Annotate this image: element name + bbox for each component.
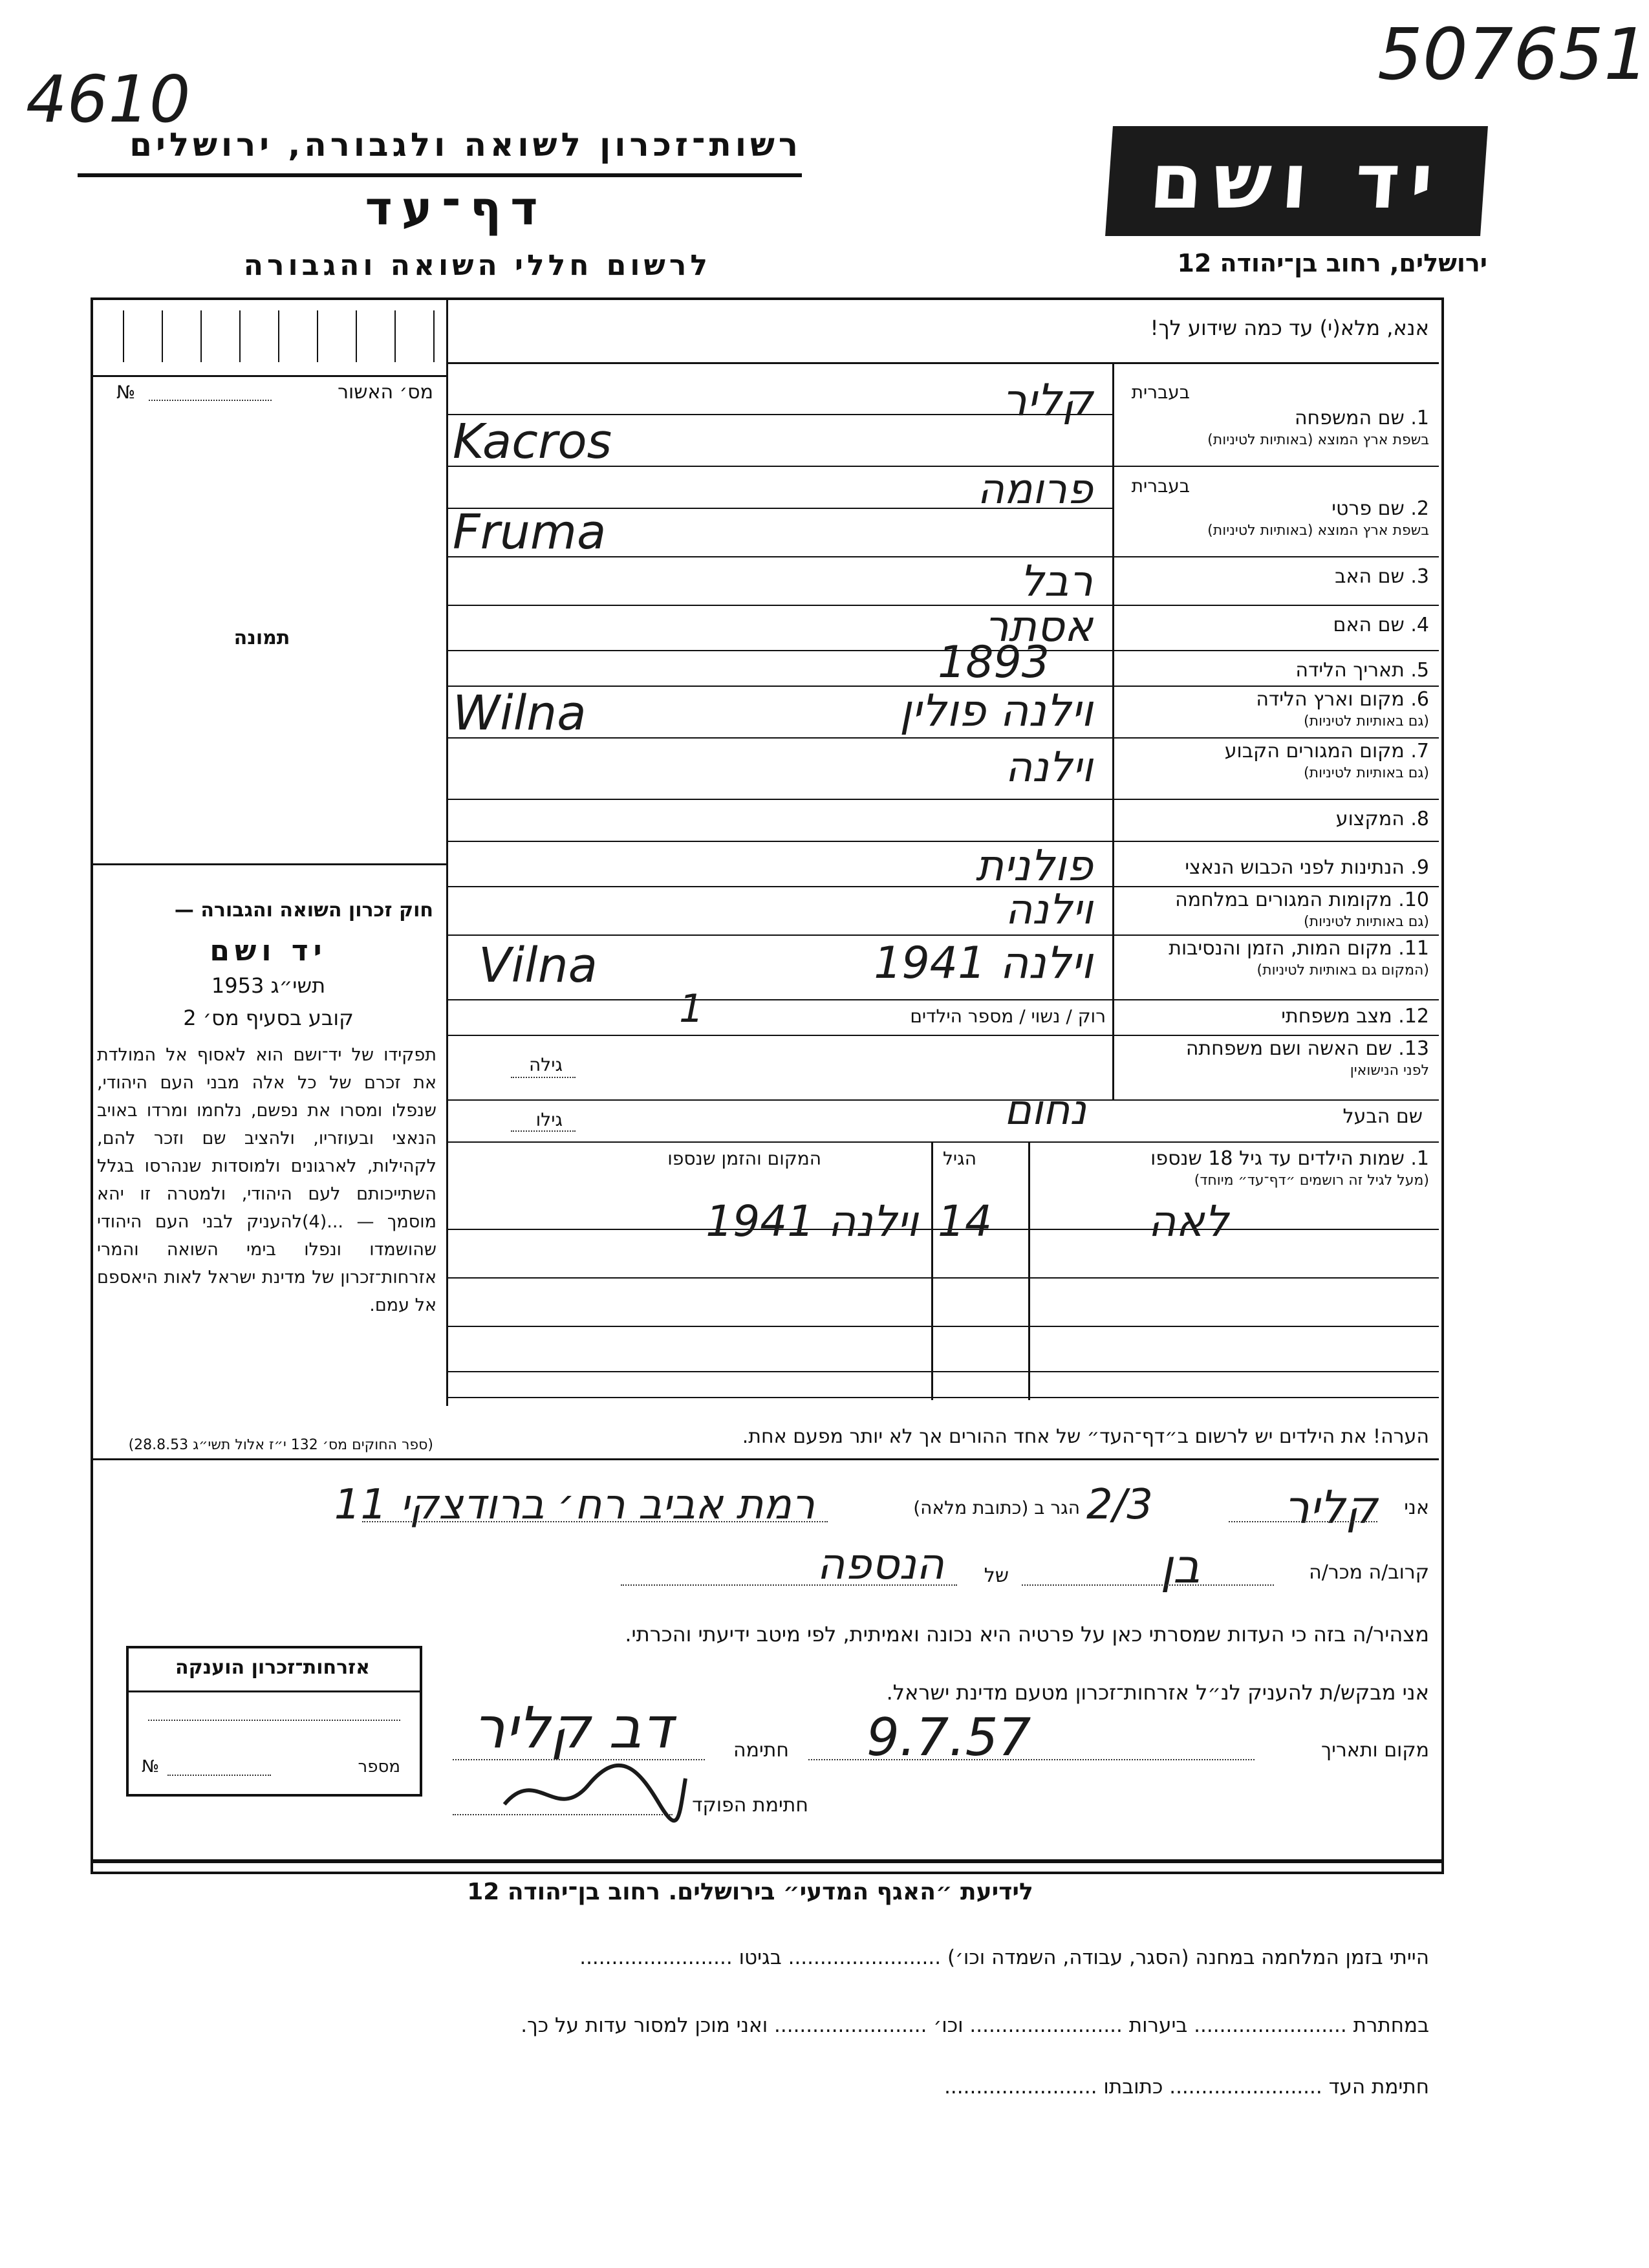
field-10-label — [1119, 889, 1429, 933]
law-title: חוק זכרון השואה והגבורה — — [174, 899, 433, 922]
witness-relative-label: קרוב/ה מכר/ה — [1309, 1561, 1429, 1584]
photo-label: תמונה — [233, 627, 290, 649]
wartime-residence-value[interactable]: וילנה — [1005, 886, 1093, 934]
residence-value[interactable]: וילנה — [1005, 744, 1093, 792]
footer-line-1[interactable]: הייתי בזמן המלחמה במחנה (הסגר, עבודה, השמדה וכו׳) ........................ בגיטו ........................ — [579, 1946, 1429, 1969]
place-date-label: מקום ותאריך — [1321, 1739, 1429, 1762]
first-name-hebrew-value[interactable]: פרומה — [977, 466, 1093, 513]
field-10-num: 10. — [1398, 889, 1429, 911]
nationality-value[interactable]: פולנית — [975, 841, 1093, 891]
birth-place-latin-value[interactable]: Wilna — [453, 686, 587, 741]
children-age-col-divider — [931, 1141, 933, 1400]
place-date-value[interactable]: 9.7.57 — [867, 1707, 1031, 1767]
officer-signature-scribble — [498, 1759, 692, 1830]
field-6-num: 6. — [1410, 688, 1429, 711]
field-11-label — [1119, 938, 1429, 982]
witness-address-value[interactable]: רמת אביב רח׳ ברודצקי 11 — [334, 1481, 815, 1529]
form-subtitle: לרשום חללי השואה והגבורה — [243, 249, 711, 282]
field-11-num: 11. — [1398, 937, 1429, 960]
approval-number-field[interactable] — [149, 400, 272, 401]
field-4-text: שם האם — [1333, 614, 1405, 636]
citizenship-title: אזרחות־זכרון הוענקה — [175, 1656, 371, 1679]
witness-relative-value[interactable]: בן — [1160, 1539, 1200, 1593]
witness-apartment-value[interactable]: 2/3 — [1086, 1481, 1153, 1529]
citizenship-box — [126, 1646, 422, 1797]
field-7-num: 7. — [1410, 740, 1429, 762]
field-5-label — [1119, 660, 1429, 682]
husband-age-label: גילו — [535, 1109, 563, 1130]
wife-age-label: גילה — [528, 1054, 563, 1075]
husband-name-value[interactable]: נחום — [1004, 1086, 1086, 1134]
field-9-label — [1119, 857, 1429, 879]
footer-line-2[interactable]: במחתרת ........................ ביערות ........................ וכו׳ ........................ ואני מוכן למסור עדות על כך. — [521, 2014, 1429, 2037]
instruction-bottom-line — [446, 362, 1439, 364]
witness-of-label: של — [984, 1564, 1009, 1587]
yad-vashem-logo — [1105, 126, 1488, 236]
signature-label: חתימה — [733, 1739, 789, 1762]
child-1-name[interactable]: לאה — [1148, 1196, 1229, 1246]
request-text: אני מבקש/ת להעניק לנ״ל אזרחות־זכרון מטעם מדינת ישראל. — [886, 1680, 1429, 1705]
death-place-value[interactable]: וילנה 1941 — [874, 938, 1093, 989]
children-label-text: 1. שמות הילדים עד גיל 18 שנספו — [1150, 1147, 1429, 1170]
children-label — [1086, 1148, 1429, 1192]
first-name-latin-value[interactable]: Fruma — [453, 504, 607, 560]
child-1-age[interactable]: 14 — [938, 1196, 992, 1246]
mother-name-value[interactable]: אסתר — [984, 601, 1093, 651]
child-1-place-time[interactable]: וילנה 1941 — [706, 1196, 918, 1246]
birth-place-value[interactable]: וילנה פולין — [899, 686, 1093, 737]
surname-latin-value[interactable]: Kacros — [453, 414, 612, 470]
footer-title: לידיעת ״האגף המדעי״ בירושלים. רחוב בן־יהודה 12 — [467, 1879, 1033, 1905]
field-1-sub: בשפת ארץ המוצא (באותיות לטיניות) — [1207, 432, 1429, 448]
field-11-text: מקום המות, הזמן והנסיבות — [1169, 937, 1392, 960]
field-7-label — [1119, 740, 1429, 784]
field-9-num: 9. — [1410, 856, 1429, 879]
approval-no-symbol: № — [116, 382, 136, 403]
husband-label: שם הבעל — [1342, 1105, 1423, 1128]
citizenship-number-field[interactable] — [167, 1775, 271, 1776]
law-year: תשי״ג 1953 — [211, 973, 326, 998]
children-count-value[interactable]: 1 — [679, 986, 704, 1031]
field-8-text: המקצוע — [1335, 808, 1405, 830]
children-name-col-divider — [1028, 1141, 1030, 1400]
field-7-text: מקום המגורים הקבוע — [1224, 740, 1405, 762]
field-13-text: שם האשה ושם משפחתה — [1185, 1037, 1392, 1060]
children-place-header: המקום והזמן שנספו — [667, 1148, 821, 1169]
field-12-label — [1119, 1006, 1429, 1028]
field-2-side-label: בעברית — [1131, 475, 1190, 497]
header-underline — [78, 173, 802, 177]
field-4-num: 4. — [1410, 614, 1429, 636]
field-1-side-label: בעברית — [1131, 382, 1190, 403]
photo-bottom-line — [93, 863, 446, 865]
field-10-sub: (גם באותיות לטיניות) — [1304, 914, 1429, 930]
field-13-label — [1119, 1038, 1429, 1082]
officer-signature-label: חתימת הפוקד — [692, 1794, 808, 1817]
profession-field[interactable] — [453, 802, 1106, 841]
field-2-num: 2. — [1410, 497, 1429, 520]
field-9-text: הנתינות לפני הכבוש הנאצי — [1185, 856, 1405, 879]
field-8-num: 8. — [1410, 808, 1429, 830]
archive-number-right: 507651 — [1377, 13, 1649, 96]
address-line: ירושלים, רחוב בן־יהודה 12 — [1177, 249, 1487, 277]
field-3-label — [1119, 566, 1429, 588]
instruction-text: אנא, מלא(י) עד כמה שידוע לך! — [1150, 316, 1429, 340]
logo-text: יד ושם — [1147, 136, 1447, 226]
law-body: תפקידו של יד־ושם הוא לאסוף אל המולדת את זכרם של כל אלה מבני העם היהודי, שנפלו ומסרו את נפשם, נלחמו ומרדו באויב הנאצי ובעוזריו, ולהציב שם וזכר להם, לקהילות, לארגונים ולמוסדות שנהרסו בגלל השתייכותם לעם היהודי, ולמטרה זו יהא מוסמך — ...(4)להעניק לבני העם היהודי שהושמדו ונפלו בימי השואה והמרי אזרחות־זכרון של מדינת ישראל לאות היאספם אל עמם. — [97, 1045, 436, 1315]
field-1-text: שם המשפחה — [1294, 407, 1405, 429]
witness-i-label: אני — [1404, 1496, 1429, 1519]
organization-name: רשות־זכרון לשואה ולגבורה, ירושלים — [129, 126, 802, 164]
marital-options: רוק / נשוי / מספר הילדים — [910, 1006, 1106, 1027]
signature-value[interactable]: דב קליר — [473, 1694, 673, 1761]
father-name-value[interactable]: רבל — [1020, 556, 1093, 606]
surname-hebrew-value[interactable]: קליר — [1002, 375, 1093, 426]
witness-surname-value[interactable]: קליר — [1284, 1481, 1377, 1534]
citizenship-number-label: מספר — [358, 1757, 400, 1777]
field-3-text: שם האב — [1335, 565, 1405, 588]
note-text: הערה! את הילדים יש לרשום ב״דף־העד״ של אחד ההורים אך לא יותר מפעם אחת. — [742, 1425, 1429, 1448]
field-12-text: מצב משפחתי — [1281, 1005, 1392, 1028]
approval-label: מס׳ האשור — [338, 381, 433, 404]
approval-top-line — [93, 375, 446, 377]
archive-number-left: 4610 — [26, 61, 191, 137]
footer-line-3[interactable]: חתימת העד ........................ כתובתו ........................ — [944, 2075, 1429, 2099]
law-clause: קובע בסעיף מס׳ 2 — [183, 1006, 354, 1030]
field-2-label — [1119, 498, 1429, 542]
witness-of-value[interactable]: הנספה — [817, 1539, 944, 1589]
field-3-num: 3. — [1410, 565, 1429, 588]
field-2-sub: בשפת ארץ המוצא (באותיות לטיניות) — [1207, 523, 1429, 539]
field-13-num: 13. — [1398, 1037, 1429, 1060]
field-8-label — [1119, 808, 1429, 830]
labels-column-divider — [1112, 362, 1114, 1099]
birth-date-value[interactable]: 1893 — [938, 637, 1050, 688]
citizenship-no-symbol: № — [142, 1757, 160, 1777]
law-name: יד ושם — [210, 934, 327, 967]
form-title: דף־עד — [365, 181, 547, 235]
field-4-label — [1119, 614, 1429, 636]
field-5-text: תאריך הלידה — [1295, 659, 1405, 682]
field-6-sub: (גם באותיות לטיניות) — [1304, 713, 1429, 729]
field-7-sub: (גם באותיות לטיניות) — [1304, 765, 1429, 781]
declaration-text: מצהיר/ה בזה כי העדות שמסרתי כאן על פרטיה היא נכונה ואמיתית, לפי מיטב ידיעתי והכרתי. — [625, 1622, 1429, 1647]
field-6-text: מקום וארץ הלידה — [1256, 688, 1405, 711]
witness-resident-label: הגר ב (כתובת מלאה) — [913, 1497, 1080, 1518]
field-13-sub: לפני הנישואין — [1350, 1063, 1429, 1079]
wife-name-field[interactable] — [582, 1041, 1106, 1080]
field-6-label — [1119, 689, 1429, 733]
field-11-sub: (המקום גם באותיות לטיניות) — [1256, 962, 1429, 978]
law-footnote: (ספר החוקים מס׳ 132 י״ז אלול תשי״ג 28.8.53) — [128, 1437, 433, 1453]
field-1-label — [1119, 407, 1429, 451]
children-sub-label: (מעל לגיל זה רושמים ״דף־עד״ מיוחד) — [1194, 1172, 1429, 1189]
field-1-num: 1. — [1410, 407, 1429, 429]
children-age-header: הגיל — [942, 1148, 976, 1169]
field-12-num: 12. — [1398, 1005, 1429, 1028]
death-place-latin-value[interactable]: Vilna — [479, 938, 598, 993]
field-10-text: מקומות המגורים במלחמה — [1175, 889, 1392, 911]
field-2-text: שם פרטי — [1331, 497, 1405, 520]
field-5-num: 5. — [1410, 659, 1429, 682]
